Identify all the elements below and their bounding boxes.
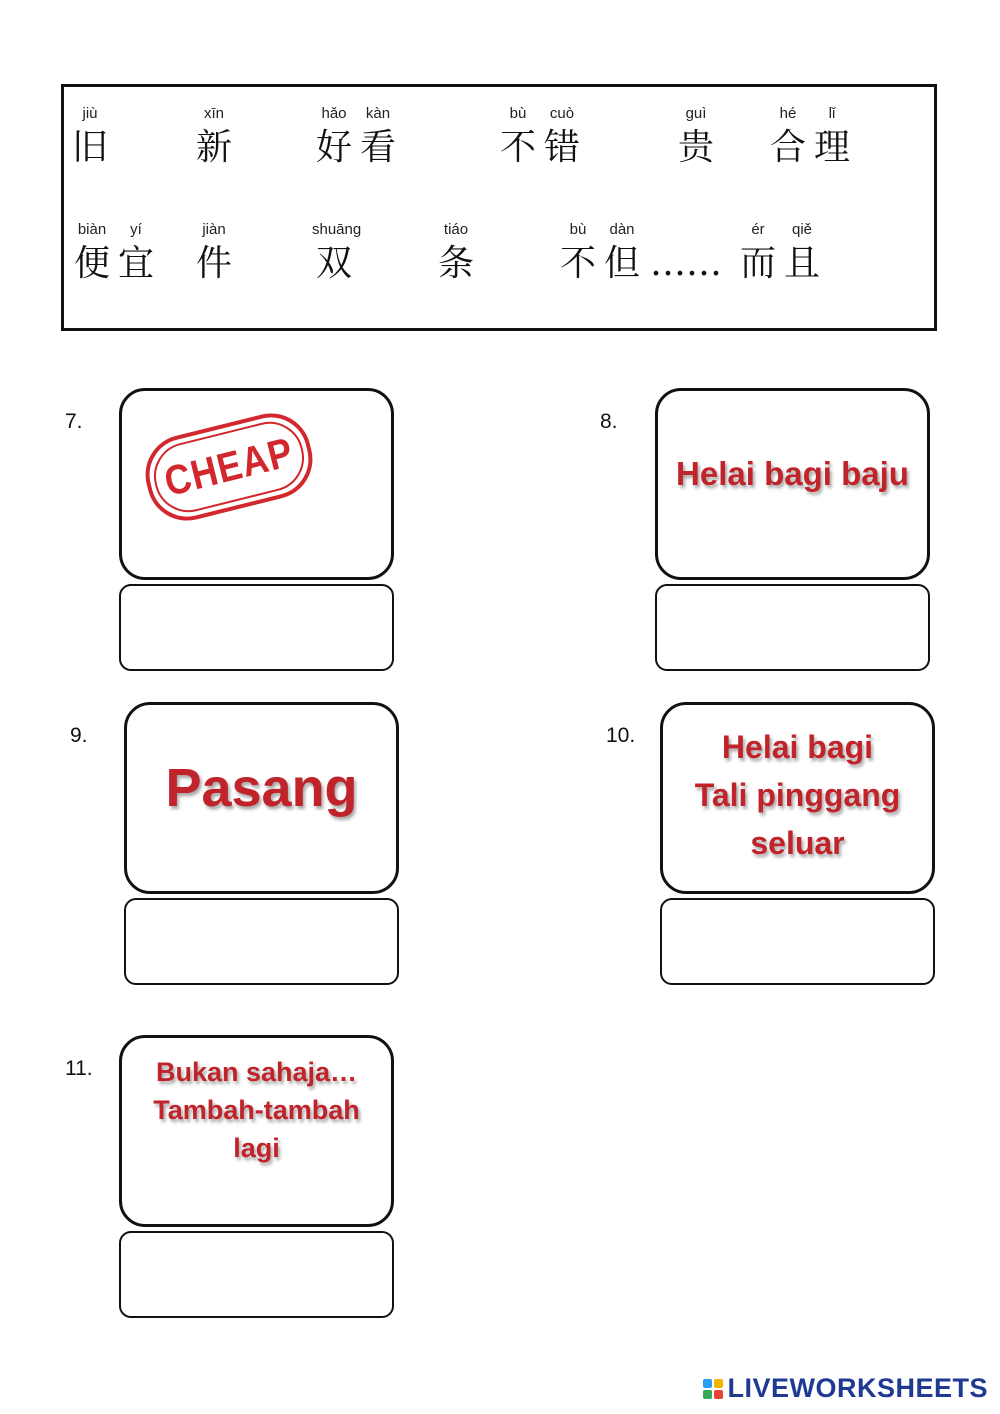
word-bank — [61, 84, 937, 331]
cheap-stamp-icon — [137, 405, 321, 529]
pinyin: shuāng — [312, 221, 362, 238]
prompt-card-7 — [119, 388, 394, 580]
prompt-card-8 — [655, 388, 930, 580]
answer-box-9[interactable] — [124, 898, 399, 985]
word-gui — [674, 103, 718, 171]
pinyin: tiáo — [443, 221, 469, 238]
pinyin: bù — [509, 105, 527, 122]
hanzi: 且 — [783, 243, 820, 284]
hanzi: 好 — [315, 127, 352, 168]
answer-box-8[interactable] — [655, 584, 930, 671]
word-bucuo — [496, 103, 584, 171]
pinyin: hǎo — [321, 105, 347, 122]
answer-box-7[interactable] — [119, 584, 394, 671]
prompt-line: Helai bagi baju — [676, 455, 909, 493]
word-xin — [192, 103, 236, 171]
answer-box-10[interactable] — [660, 898, 935, 985]
hanzi: 件 — [195, 243, 232, 284]
question-number: 9. — [70, 724, 88, 747]
pinyin: cuò — [549, 105, 575, 122]
hanzi: 便 — [73, 243, 110, 284]
pinyin: dàn — [609, 221, 635, 238]
hanzi: 新 — [195, 127, 232, 168]
pinyin: ér — [751, 221, 765, 238]
question-number: 11. — [65, 1057, 93, 1080]
prompt-card-10 — [660, 702, 935, 894]
hanzi: 理 — [813, 127, 850, 168]
brand-text: LIVEWORKSHEETS — [727, 1373, 988, 1403]
word-shuang — [312, 219, 362, 287]
word-jian — [192, 219, 236, 287]
hanzi: 看 — [359, 127, 396, 168]
prompt-text — [165, 756, 357, 821]
prompt-line: Tambah-tambah — [153, 1095, 360, 1126]
prompt-card-11 — [119, 1035, 394, 1227]
liveworksheets-brand — [703, 1373, 988, 1404]
question-number: 8. — [600, 410, 618, 433]
prompt-line: lagi — [233, 1132, 280, 1163]
prompt-line: Bukan sahaja… — [155, 1057, 358, 1088]
hanzi: 但 — [603, 243, 640, 284]
pinyin: lǐ — [828, 105, 836, 122]
hanzi: 双 — [315, 243, 352, 284]
pinyin: bù — [569, 221, 587, 238]
word-heli — [766, 103, 854, 171]
prompt-line: Pasang — [165, 757, 358, 818]
pinyin: hé — [779, 105, 797, 122]
prompt-line: Tali pinggang — [694, 777, 901, 813]
hanzi: 旧 — [71, 127, 108, 168]
hanzi: 合 — [769, 127, 806, 168]
answer-box-11[interactable] — [119, 1231, 394, 1318]
prompt-text — [153, 1054, 360, 1167]
word-erqie — [736, 219, 824, 287]
question-number: 10. — [606, 724, 636, 747]
hanzi: 宜 — [117, 243, 154, 284]
prompt-text — [695, 723, 901, 867]
hanzi: 不 — [499, 127, 536, 168]
word-tiao — [434, 219, 478, 287]
word-pianyi — [70, 219, 158, 287]
hanzi: 条 — [437, 243, 474, 284]
pinyin: qiě — [791, 221, 813, 238]
pinyin: biàn — [77, 221, 107, 238]
pinyin: guì — [685, 105, 707, 122]
pinyin: jiù — [82, 105, 98, 122]
pinyin: yí — [130, 221, 142, 238]
stamp-text: CHEAP — [159, 427, 298, 506]
hanzi: 而 — [739, 243, 776, 284]
pinyin: xīn — [203, 105, 224, 122]
word-jiu — [68, 103, 112, 171]
prompt-text — [676, 454, 909, 494]
prompt-card-9 — [124, 702, 399, 894]
prompt-line: seluar — [750, 825, 845, 861]
liveworksheets-logo-icon — [703, 1379, 723, 1399]
question-number: 7. — [65, 410, 83, 433]
hanzi: 不 — [559, 243, 596, 284]
word-budan — [556, 219, 728, 287]
prompt-line: Helai bagi — [721, 729, 874, 765]
hanzi: 贵 — [677, 127, 714, 168]
pinyin: kàn — [365, 105, 391, 122]
word-haokan — [312, 103, 400, 171]
pinyin: jiàn — [202, 221, 226, 238]
hanzi: 错 — [543, 127, 580, 168]
ellipsis: …… — [650, 243, 722, 284]
